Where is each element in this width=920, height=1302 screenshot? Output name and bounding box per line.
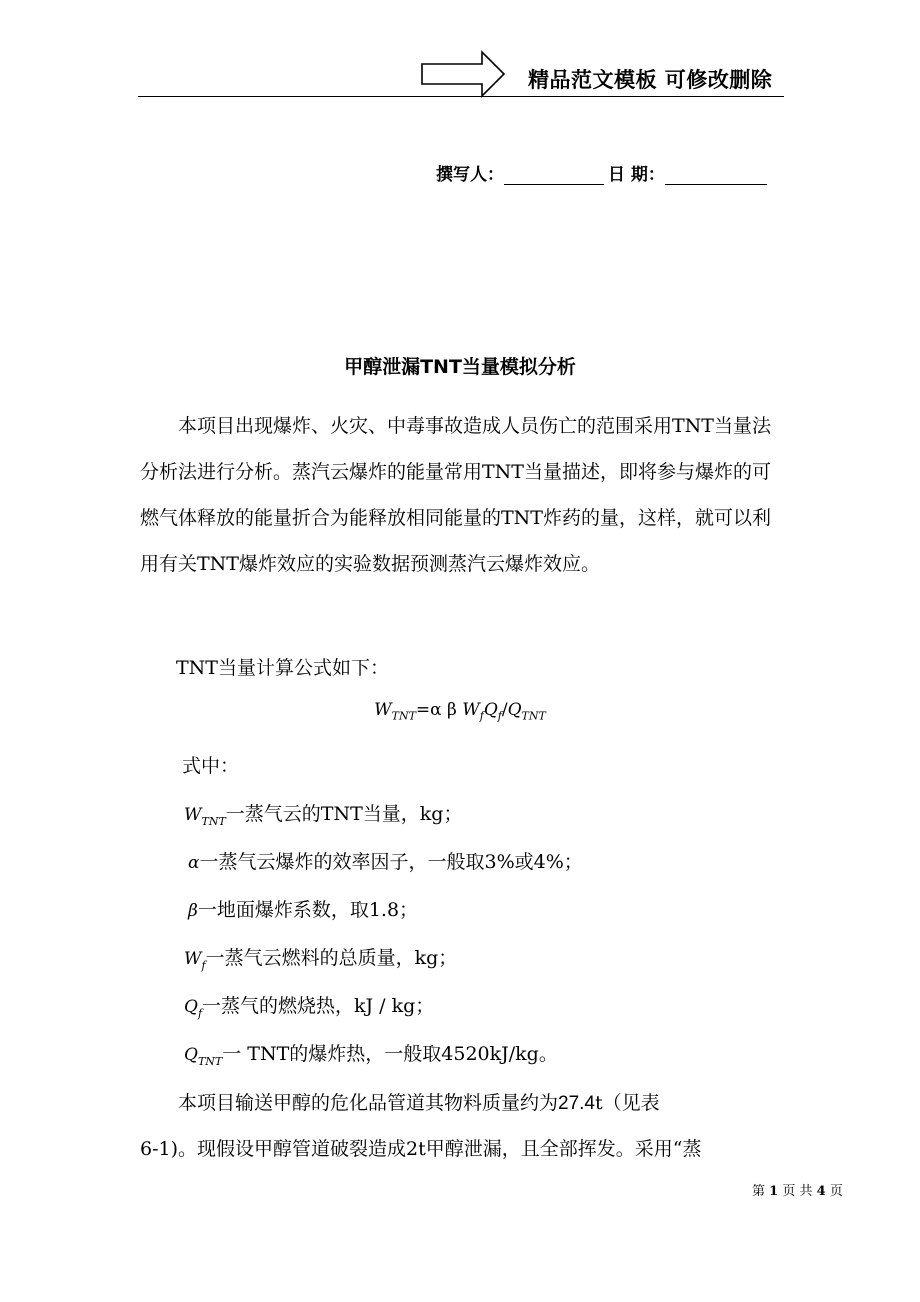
- author-field[interactable]: [504, 164, 604, 185]
- tnt-formula: $W_{TNT}=\alpha$ β $W_fQ_f/Q_{TNT}$: [374, 700, 546, 723]
- def-item: β一地面爆炸系数，取1.8；: [188, 899, 419, 921]
- def-item: $Q_{TNT}$一 TNT的爆炸热，一般取4520kJ/kg。: [184, 1043, 558, 1068]
- signature-row: [436, 160, 767, 185]
- intro-paragraph: 本项目出现爆炸、火灾、中毒事故造成人员伤亡的范围采用TNT当量法分析法进行分析。蒸汽云爆炸的能量常用TNT当量描述，即将参与爆炸的可燃气体释放的能量折合为能释放相同能量的TNT炸药的量，这样，就可以利用有关TNT爆炸效应的实验数据预测蒸汽云爆炸效应。: [140, 415, 771, 575]
- date-field[interactable]: [665, 164, 767, 185]
- def-item: $W_{TNT}$一蒸气云的TNT当量，kg；: [184, 803, 463, 828]
- def-item: α一蒸气云爆炸的效率因子，一般取3%或4%；: [188, 851, 583, 873]
- date-label: 日 期：: [608, 165, 665, 185]
- arrow-icon: [420, 50, 506, 98]
- def-item: $W_f$一蒸气云燃料的总质量，kg；: [184, 947, 458, 972]
- document-title: 甲醇泄漏TNT当量模拟分析: [344, 356, 576, 378]
- formula-intro: TNT当量计算公式如下：: [176, 657, 389, 679]
- header-text: 精品范文模板 可修改删除: [528, 68, 773, 92]
- header-rule: [138, 96, 784, 97]
- body-line: 6-1)。现假设甲醇管道破裂造成2t甲醇泄漏，且全部挥发。采用“蒸: [140, 1138, 702, 1160]
- body-line: 本项目输送甲醇的危化品管道其物料质量约为27.4t（见表: [178, 1092, 660, 1114]
- page-number: 第 1 页 共 4 页: [752, 1184, 843, 1199]
- author-label: 撰写人：: [436, 165, 504, 185]
- def-item: $Q_f$一蒸气的燃烧热，kJ / kg；: [184, 995, 435, 1020]
- where-label: 式中：: [182, 755, 240, 777]
